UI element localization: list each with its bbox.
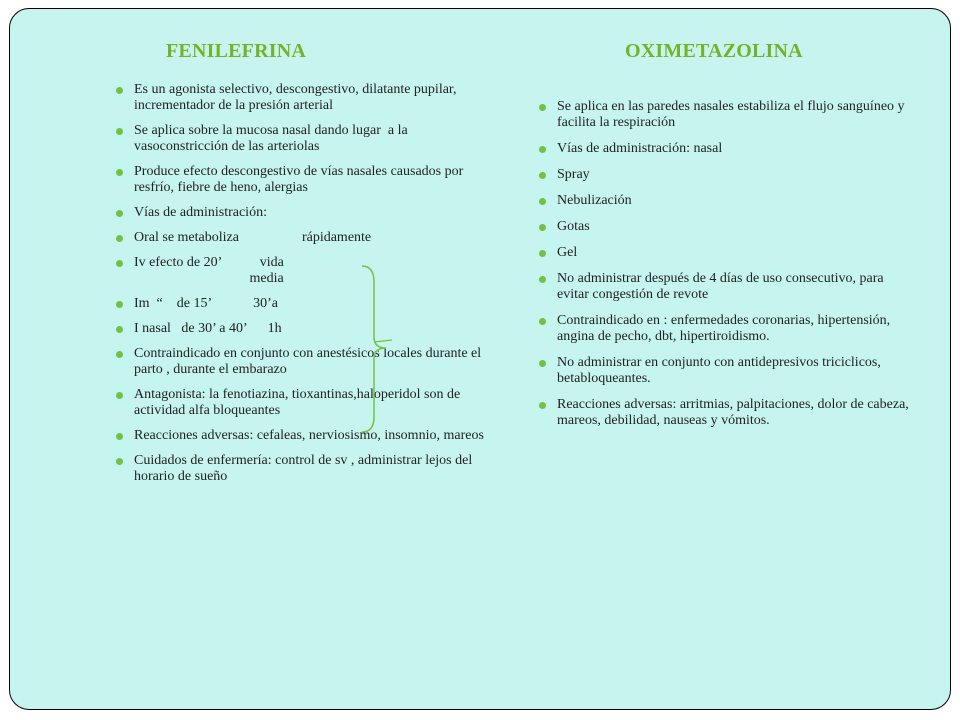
list-item-text: Cuidados de enfermería: control de sv , administrar lejos del horario de sueño [134,453,476,484]
list-item-text: Contraindicado en : enfermedades coronarias, hipertensión, angina de pecho, dbt, hipertiroidismo. [557,313,894,344]
list-item-text: Antagonista: la fenotiazina, tioxantinas,haloperidol son de actividad alfa bloqueantes [134,387,464,418]
right-heading: OXIMETAZOLINA [625,40,803,62]
list-item [116,255,496,287]
list-item [539,167,911,183]
list-item-text: Im “ de 15’ 30’a [134,296,278,311]
list-item-text: Nebulización [557,193,632,208]
list-item-text: Reacciones adversas: cefaleas, nerviosismo, insomnio, mareos [134,428,484,443]
list-item [116,296,496,312]
bullet-icon [539,360,546,367]
bullet-icon [539,146,546,153]
list-item [116,230,496,246]
left-heading: FENILEFRINA [166,40,306,62]
bullet-icon [539,172,546,179]
bullet-icon [116,210,123,217]
list-item [539,219,911,235]
bullet-icon [116,351,123,358]
bullet-icon [539,104,546,111]
list-item-text: Gel [557,245,578,260]
bullet-icon [116,392,123,399]
bullet-icon [539,198,546,205]
list-item [116,82,496,114]
list-item [116,428,496,444]
bullet-icon [539,224,546,231]
list-item-text: No administrar en conjunto con antidepresivos triciclicos, betabloqueantes. [557,355,885,386]
bullet-icon [539,318,546,325]
list-item [116,453,496,485]
bullet-icon [539,276,546,283]
list-item-text: No administrar después de 4 días de uso consecutivo, para evitar congestión de revote [557,271,888,302]
bullet-icon [116,87,123,94]
list-item [539,99,911,131]
list-item [539,271,911,303]
list-item [116,346,496,378]
list-item-text: Se aplica sobre la mucosa nasal dando lugar a la vasoconstricción de las arteriolas [134,123,412,154]
list-item-text: Vías de administración: [134,205,267,220]
list-item [116,164,496,196]
list-item-text: Vías de administración: nasal [557,141,723,156]
fenilefrina-list [116,82,496,494]
bullet-icon [539,402,546,409]
list-item [539,355,911,387]
bullet-icon [539,250,546,257]
list-item [539,245,911,261]
bullet-icon [116,326,123,333]
list-item-text: Contraindicado en conjunto con anestésicos locales durante el parto , durante el embarazo [134,346,485,377]
list-item [539,397,911,429]
list-item [539,141,911,157]
list-item [539,313,911,345]
list-item [116,321,496,337]
bullet-icon [116,301,123,308]
bullet-icon [116,260,123,267]
oximetazolina-list [539,99,911,439]
list-item-text: I nasal de 30’ a 40’ 1h [134,321,282,336]
bullet-icon [116,235,123,242]
list-item-text: Iv efecto de 20’ vida media [134,255,284,286]
list-item [116,123,496,155]
bullet-icon [116,458,123,465]
list-item [116,387,496,419]
brace-icon [360,262,394,436]
bullet-icon [116,433,123,440]
list-item-text: Spray [557,167,590,182]
list-item-text: Produce efecto descongestivo de vías nasales causados por resfrío, fiebre de heno, alergias [134,164,467,195]
bullet-icon [116,169,123,176]
bullet-icon [116,128,123,135]
list-item-text: Se aplica en las paredes nasales estabiliza el flujo sanguíneo y facilita la respiración [557,99,909,130]
list-item-text: Es un agonista selectivo, descongestivo, dilatante pupilar, incrementador de la presión arterial [134,82,461,113]
list-item [539,193,911,209]
list-item [116,205,496,221]
list-item-text: Gotas [557,219,590,234]
list-item-text: Reacciones adversas: arritmias, palpitaciones, dolor de cabeza, mareos, debilidad, nauseas y vómitos. [557,397,913,428]
list-item-text: Oral se metaboliza rápidamente [134,230,372,245]
